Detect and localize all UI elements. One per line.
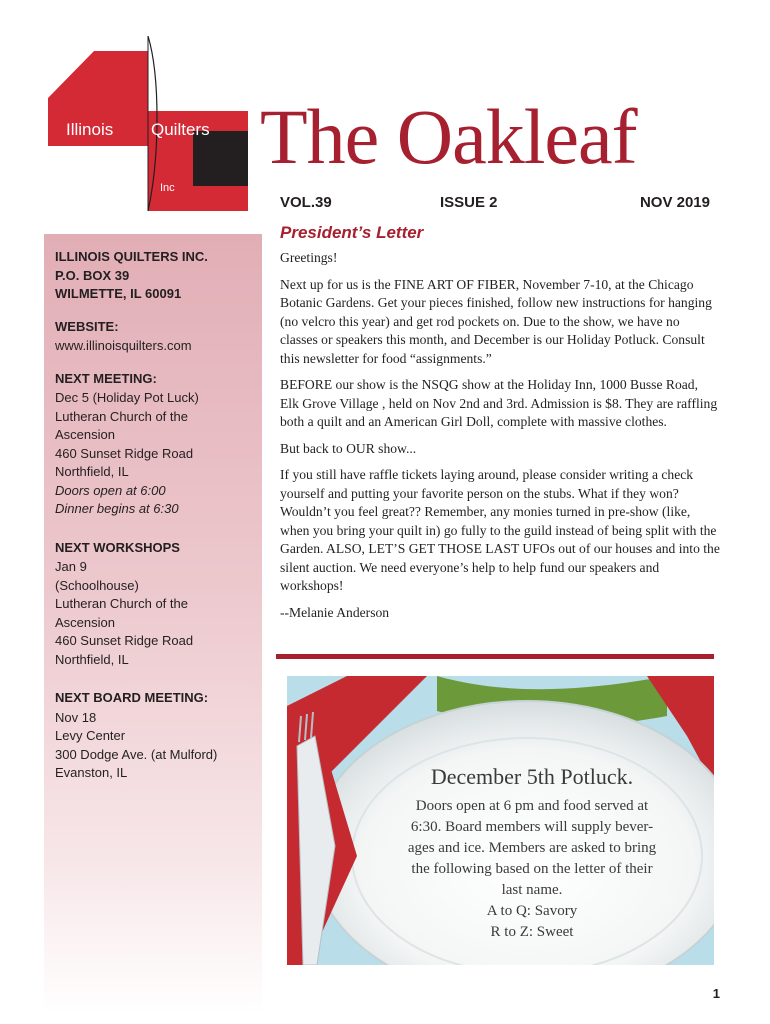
meeting-line: Ascension [55, 427, 115, 442]
letter-signature: --Melanie Anderson [280, 604, 390, 620]
next-workshops-heading: NEXT WORKSHOPS [55, 539, 180, 555]
potluck-text [377, 764, 687, 943]
website-link[interactable]: www.illinoisquilters.com [55, 338, 192, 353]
org-name: ILLINOIS QUILTERS INC. [55, 249, 208, 264]
potluck-line: ages and ice. Members are asked to bring [407, 840, 657, 856]
workshop-line: Lutheran Church of the [55, 596, 188, 611]
logo-word-quilters: Quilters [151, 120, 210, 139]
board-line: Nov 18 [55, 709, 97, 725]
letter-paragraph: Greetings! [280, 250, 338, 265]
meeting-line: Dec 5 (Holiday Pot Luck) [55, 390, 199, 405]
date-label: NOV 2019 [639, 194, 710, 211]
potluck-line: last name. [501, 882, 563, 898]
potluck-line: the following based on the letter of their [411, 861, 653, 877]
board-line: 300 Dodge Ave. (at Mulford) [55, 746, 218, 762]
next-meeting-heading: NEXT MEETING: [55, 370, 157, 386]
website-heading: WEBSITE: [55, 318, 119, 334]
meeting-line: 460 Sunset Ridge Road [55, 445, 194, 461]
meeting-line: Northfield, IL [55, 464, 129, 479]
letter-paragraph: If you still have raffle tickets laying around, please consider writing a check yourself and putting your favorite person on the stubs. What if they won? Wouldn’t you feel great?? Remember, any monies turned in pre-show (like, when you bring your quilt in) go fully to the guild instead of being split with the Garden. ALSO, LET’S GET THOSE LAST UFOs out of our houses and into the silent auction. We need everyone’s help to help fund our speakers and workshops! [280, 467, 720, 593]
issue-info [280, 194, 710, 214]
potluck-line: 6:30. Board members will supply bever- [410, 819, 654, 835]
board-line: Levy Center [55, 728, 126, 743]
newsletter-title: The Oakleaf [260, 93, 637, 180]
potluck-assignment: A to Q: Savory [486, 903, 578, 919]
logo-inc: Inc [160, 182, 175, 194]
issue-label: ISSUE 2 [440, 194, 498, 211]
letter-paragraph: BEFORE our show is the NSQG show at the Holiday Inn, 1000 Busse Road, Elk Grove Village , held on Nov 2nd and 3rd. Admission is $8. They are raffling both a quilt and an American Girl Doll, complete with massive clothes. [280, 377, 718, 429]
next-workshops-block [55, 539, 251, 670]
org-address [55, 248, 251, 304]
next-board-block [55, 689, 251, 783]
workshop-line: 460 Sunset Ridge Road [55, 633, 194, 648]
presidents-letter [280, 223, 720, 630]
logo-word-illinois: Illinois [66, 120, 114, 139]
letter-paragraph: But back to OUR show... [280, 440, 417, 456]
org-city: WILMETTE, IL 60091 [55, 286, 182, 301]
meeting-time-line: Dinner begins at 6:30 [55, 501, 179, 516]
po-box: P.O. BOX 39 [55, 267, 130, 283]
meeting-line: Lutheran Church of the [55, 408, 188, 424]
workshop-line: (Schoolhouse) [55, 577, 139, 593]
next-meeting-block [55, 370, 251, 519]
potluck-announcement [287, 676, 714, 965]
next-board-heading: NEXT BOARD MEETING: [55, 690, 209, 705]
potluck-line: Doors open at 6 pm and food served at [415, 798, 649, 814]
potluck-assignment: R to Z: Sweet [490, 924, 574, 940]
workshop-line: Ascension [55, 614, 115, 630]
volume-label: VOL.39 [280, 194, 332, 211]
meeting-time-line: Doors open at 6:00 [55, 482, 166, 498]
workshop-line: Northfield, IL [55, 651, 129, 667]
illinois-quilters-logo [48, 36, 248, 216]
potluck-title: December 5th Potluck. [430, 764, 634, 789]
board-line: Evanston, IL [55, 765, 128, 780]
website-block [55, 318, 251, 356]
letter-heading: President’s Letter [280, 223, 424, 242]
letter-paragraph: Next up for us is the FINE ART OF FIBER, November 7-10, at the Chicago Botanic Gardens. Get your pieces finished, follow new instructions for hanging (no velcro this year) and get rod pockets on. Due to the show, we have no classes or speakers this month, and December is our Holiday Potluck. Consult this newsletter for food “assignments.” [280, 276, 712, 366]
page-number: 1 [712, 986, 720, 1001]
workshop-line: Jan 9 [55, 559, 87, 574]
sidebar [44, 234, 262, 1014]
section-divider [276, 654, 714, 659]
